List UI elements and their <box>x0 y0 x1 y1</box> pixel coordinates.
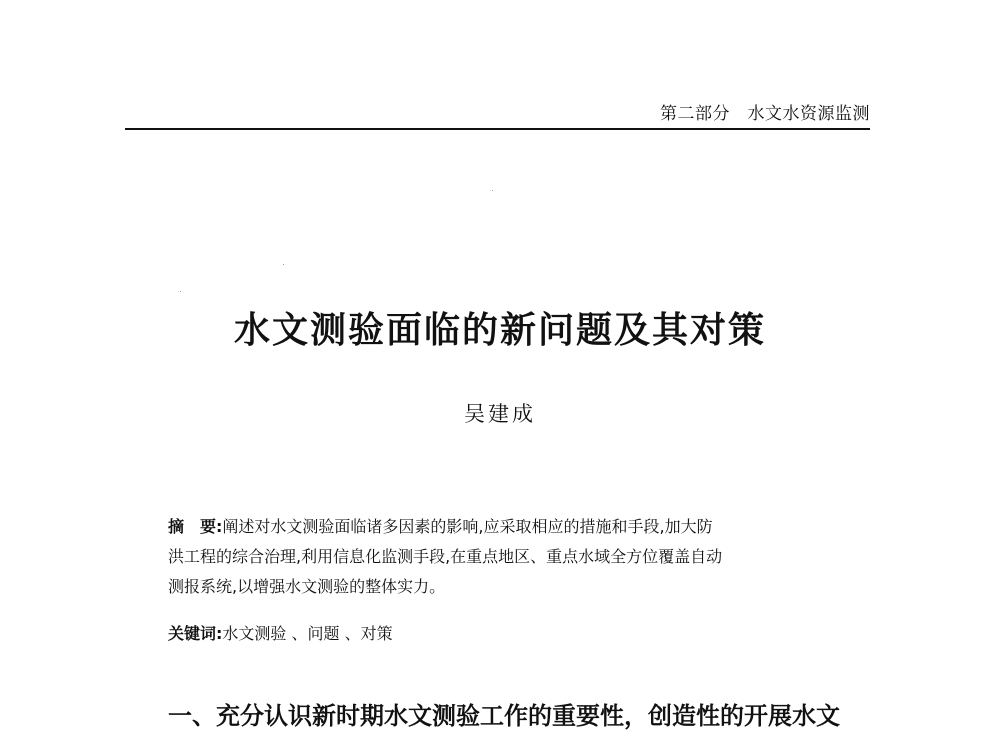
abstract-line <box>168 512 838 542</box>
abstract-line: 测报系统,以增强水文测验的整体实力。 <box>168 577 446 596</box>
abstract-text: 阐述对水文测验面临诸多因素的影响,应采取相应的措施和手段,加大防 <box>222 517 713 536</box>
scan-speck <box>180 291 181 292</box>
section-heading: 一、充分认识新时期水文测验工作的重要性，创造性的开展水文 <box>168 702 840 730</box>
paper-title: 水文测验面临的新问题及其对策 <box>233 309 766 351</box>
abstract-line: 洪工程的综合治理,利用信息化监测手段,在重点地区、重点水域全方位覆盖自动 <box>168 547 723 566</box>
running-header-text: 第二部分 水文水资源监测 <box>660 104 870 124</box>
keywords <box>168 621 393 644</box>
scan-speck <box>492 190 493 191</box>
abstract-label: 摘 要: <box>168 517 223 536</box>
scan-speck <box>283 264 284 265</box>
abstract <box>168 512 838 602</box>
keywords-label: 关键词: <box>168 624 223 643</box>
paper-author: 吴建成 <box>464 402 536 426</box>
running-header <box>125 98 870 130</box>
keywords-text: 水文测验 、问题 、对策 <box>222 624 393 643</box>
